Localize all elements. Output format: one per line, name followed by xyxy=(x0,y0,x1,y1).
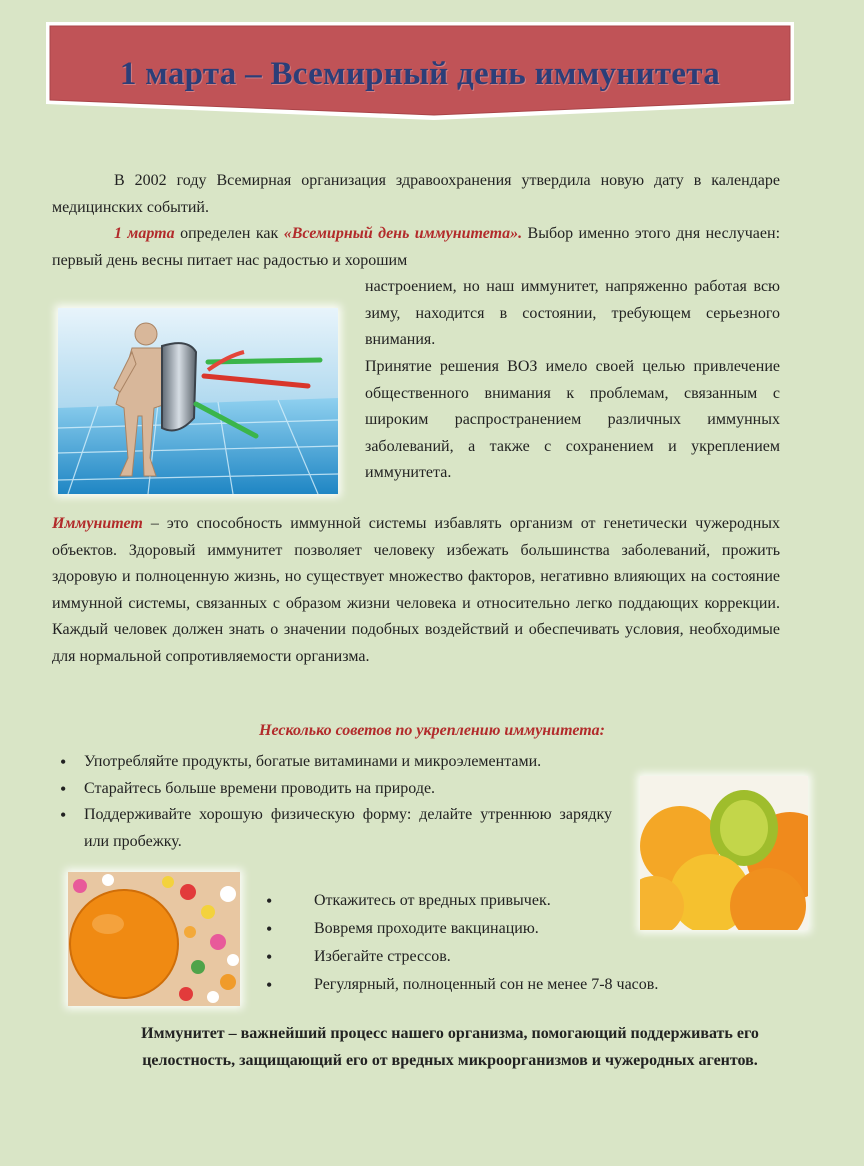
intro-paragraph-1: В 2002 году Всемирная организация здравоохранения утвердила новую дату в календаре медицинских событий. xyxy=(52,172,780,216)
title-banner xyxy=(44,20,796,128)
tips-list-top xyxy=(56,749,612,855)
closing-statement: Иммунитет – важнейший процесс нашего организма, помогающий поддерживать его целостность, защищающий его от вредных микроорганизмов и чужеродных агентов. xyxy=(141,1025,759,1069)
list-item: • Старайтесь больше времени проводить на природе. xyxy=(56,776,612,803)
page-title: 1 марта – Всемирный день иммунитета xyxy=(119,56,721,92)
list-item: • Употребляйте продукты, богатые витаминами и микроэлементами. xyxy=(56,749,612,776)
intro-paragraph-2-cont: настроением, но наш иммунитет, напряженно работая всю зиму, находится в состоянии, требующем серьезного внимания. xyxy=(365,278,780,348)
list-item: • Вовремя проходите вакцинацию. xyxy=(262,915,782,943)
immune-shield-image xyxy=(58,308,338,494)
list-item: • Регулярный, полноценный сон не менее 7-8 часов. xyxy=(262,971,782,999)
intro-paragraph-2: 1 марта определен как «Всемирный день иммунитета». Выбор именно этого дня неслучаен: первый день весны питает нас радостью и хорошим xyxy=(52,225,781,269)
orange-vitamins-image xyxy=(68,872,240,1006)
list-item: • Поддерживайте хорошую физическую форму: делайте утреннюю зарядку или пробежку. xyxy=(56,802,612,855)
day-name-highlight: «Всемирный день иммунитета». xyxy=(283,225,523,242)
definition-term: Иммунитет xyxy=(52,515,143,532)
intro-paragraph-3: Принятие решения ВОЗ имело своей целью привлечение общественного внимания к проблемам, связанным с широким распространением различных иммунных заболеваний, а также с сохранением и укреплением иммунитета. xyxy=(365,358,780,481)
date-highlight: 1 марта xyxy=(114,225,175,242)
list-item: • Избегайте стрессов. xyxy=(262,943,782,971)
definition-paragraph: Иммунитет – это способность иммунной системы избавлять организм от генетически чужеродных объектов. Здоровый иммунитет позволяет человеку избежать большинства заболеваний, прожить здоровую и полноценную жизнь, но существует множество факторов, негативно влияющих на состояние иммунной системы, связанных с образом жизни человека и относительно легко поддающих коррекции. Каждый человек должен знать о значении подобных воздействий и обеспечивать условия, необходимые для нормальной сопротивляемости организма. xyxy=(52,515,780,665)
list-item: • Откажитесь от вредных привычек. xyxy=(262,887,782,915)
tips-list-bottom xyxy=(262,887,782,999)
tips-heading: Несколько советов по укреплению иммунитета: xyxy=(259,722,605,739)
